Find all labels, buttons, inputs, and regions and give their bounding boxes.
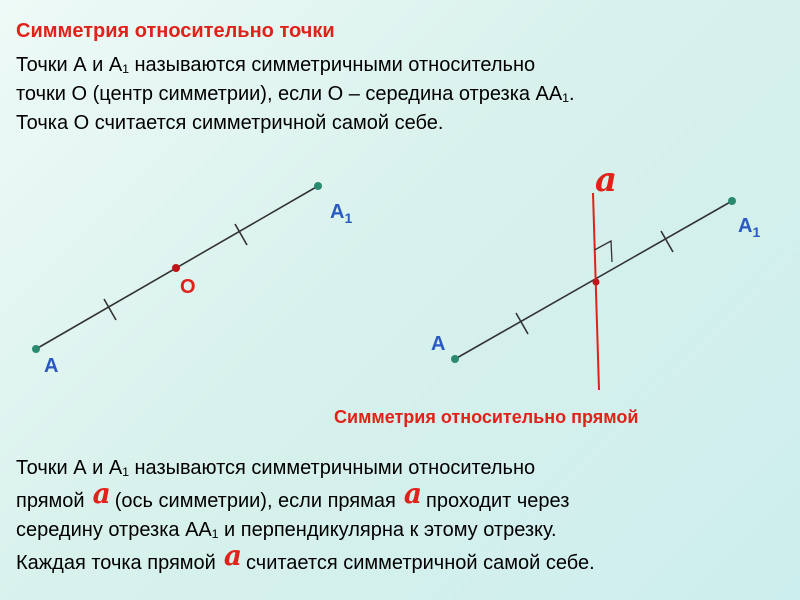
line-symmetry-title: Симметрия относительно прямой [334,407,639,427]
axis-of-symmetry [593,193,599,390]
definition-line [16,477,595,516]
midpoint [593,279,600,286]
axis-label-a: a [595,160,618,200]
definition-line [16,539,595,578]
point-symmetry-diagram [32,182,352,377]
definition-line: Точки А и А₁ называются симметричными относительно [16,457,536,479]
tick-mark [661,231,673,252]
axis-symbol-a: a [223,539,242,572]
right-angle-marker [595,241,613,262]
point-o [172,264,180,272]
point-a1 [314,182,322,190]
text-fragment: проходит через [426,490,570,512]
line-symmetry-diagram [431,160,760,390]
tick-mark [235,224,247,245]
definition-line: середину отрезка АА₁ и перпендикулярна к этому отрезку. [16,519,557,541]
label-a: А [44,355,59,377]
axis-symbol-a: a [403,477,422,510]
text-fragment: считается симметричной самой себе. [246,552,595,574]
line-symmetry-definition [16,454,595,578]
definition-line: Точки А и А₁ называются симметричными относительно [16,54,536,76]
label-a1: $А_1$ [738,215,761,240]
text-fragment: (ось симметрии), если прямая [114,490,396,512]
point-a1 [728,197,736,205]
text-fragment: прямой [16,490,85,512]
label-a: А [431,333,446,355]
definition-line: Точка О считается симметричной самой себе. [16,112,444,134]
point-a [451,355,459,363]
axis-symbol-a: a [92,477,111,510]
point-a [32,345,40,353]
definition-line: точки О (центр симметрии), если О – середина отрезка АА₁. [16,83,575,105]
label-o: О [180,276,196,298]
text-fragment: Каждая точка прямой [16,552,216,574]
label-a1: $А_1$ [330,201,353,226]
page-title: Симметрия относительно точки [16,20,335,42]
